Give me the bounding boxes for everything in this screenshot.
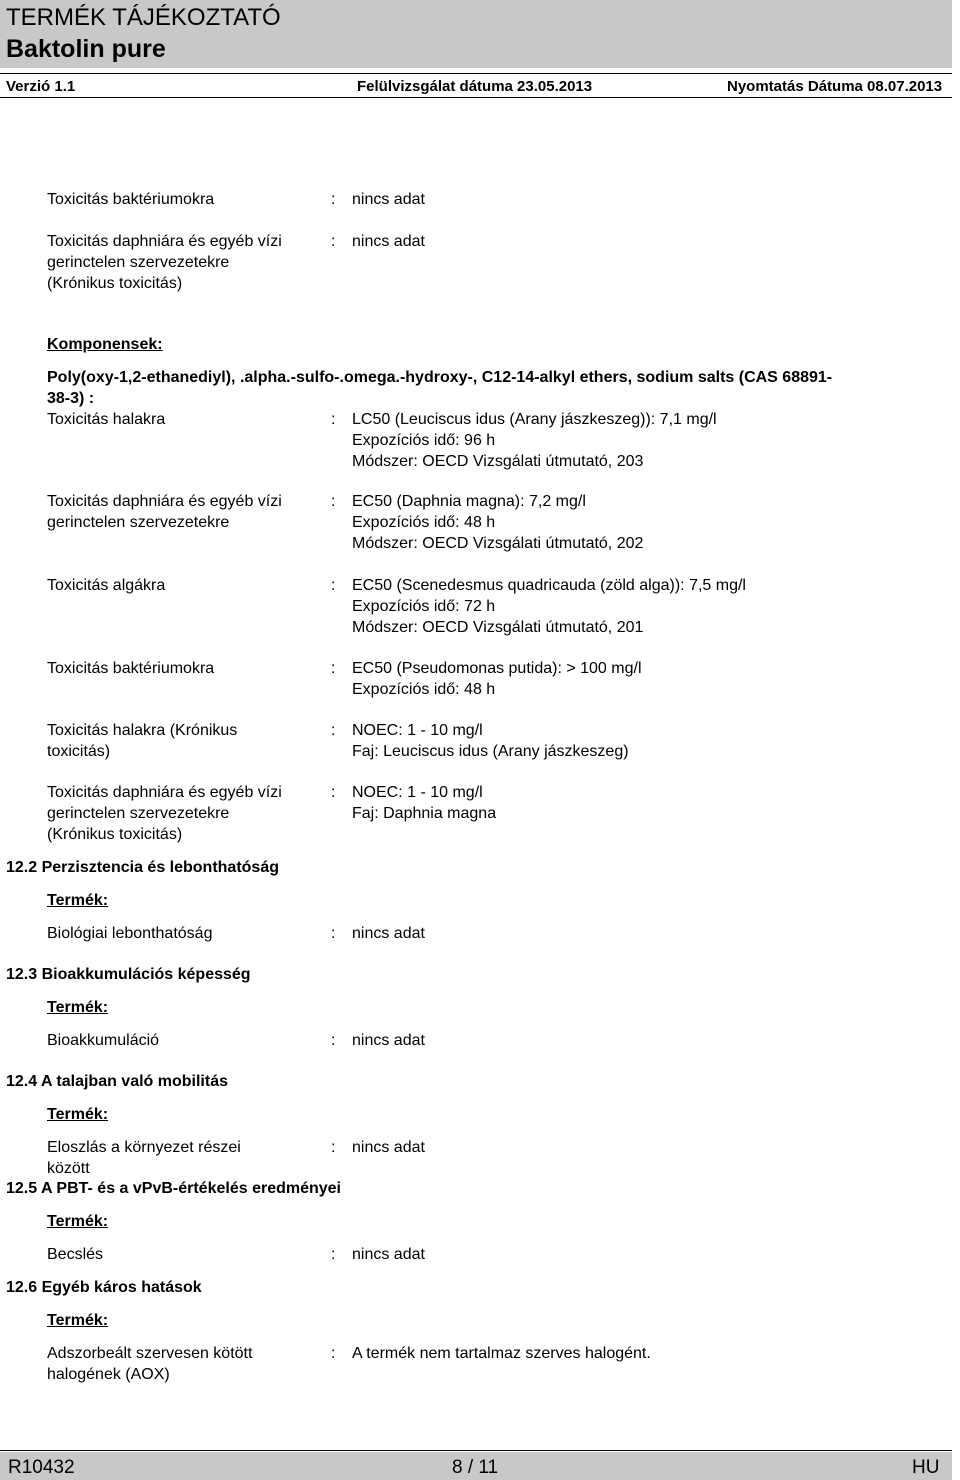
row-value [352, 720, 629, 762]
row-label: Toxicitás daphniára és egyéb vízi gerinctelen szervezetekre [47, 493, 282, 531]
row-colon: : [331, 411, 336, 428]
footer-rule [0, 1450, 952, 1451]
value-line: Módszer: OECD Vizsgálati útmutató, 202 [352, 535, 644, 552]
row-value: A termék nem tartalmaz szerves halogént. [352, 1345, 651, 1362]
value-line: Faj: Daphnia magna [352, 805, 497, 822]
row-colon: : [331, 577, 336, 594]
row-label: Toxicitás daphniára és egyéb vízi gerinctelen szervezetekre (Krónikus toxicitás) [47, 233, 282, 292]
section-title: 12.6 Egyéb káros hatások [6, 1279, 202, 1296]
row-label: Toxicitás algákra [47, 577, 166, 594]
header-rule-bottom [0, 97, 952, 98]
row-label: Bioakkumuláció [47, 1032, 160, 1049]
section-subheading: Termék: [47, 1106, 109, 1123]
row-label: Eloszlás a környezet részei között [47, 1139, 241, 1177]
row-colon: : [331, 1246, 336, 1263]
row-value: nincs adat [352, 925, 425, 942]
row-label: Toxicitás halakra [47, 411, 166, 428]
value-line: Módszer: OECD Vizsgálati útmutató, 201 [352, 619, 644, 636]
row-value: nincs adat [352, 1139, 425, 1156]
footer-lang: HU [912, 1457, 940, 1478]
row-label: Toxicitás halakra (Krónikus toxicitás) [47, 722, 238, 760]
row-colon: : [331, 1345, 336, 1362]
row-value [352, 231, 425, 252]
row-label: Biológiai lebonthatóság [47, 925, 213, 942]
revision-date: Felülvizsgálat dátuma 23.05.2013 [357, 78, 593, 95]
row-label: Toxicitás daphniára és egyéb vízi gerinctelen szervezetekre (Krónikus toxicitás) [47, 784, 282, 843]
value-line: EC50 (Daphnia magna): 7,2 mg/l [352, 493, 586, 510]
row-colon: : [331, 233, 336, 250]
section-title: 12.4 A talajban való mobilitás [6, 1073, 228, 1090]
product-name: Baktolin pure [6, 35, 166, 63]
row-label: Adszorbeált szervesen kötött halogének (AOX) [47, 1345, 253, 1383]
row-colon: : [331, 1139, 336, 1156]
value-line: EC50 (Scenedesmus quadricauda (zöld alga)): 7,5 mg/l [352, 577, 746, 594]
substance-name-cont: 38-3) : [47, 390, 95, 407]
row-value [352, 658, 642, 700]
version: Verzió 1.1 [6, 78, 76, 95]
row-value [352, 409, 717, 472]
row-colon: : [331, 191, 336, 208]
value-line: nincs adat [352, 233, 425, 250]
value-line: NOEC: 1 - 10 mg/l [352, 722, 483, 739]
print-date: Nyomtatás Dátuma 08.07.2013 [727, 78, 943, 95]
section-title: 12.2 Perzisztencia és lebonthatóság [6, 859, 279, 876]
footer-page: 8 / 11 [452, 1457, 499, 1478]
value-line: nincs adat [352, 191, 425, 208]
value-line: Expozíciós idő: 48 h [352, 681, 496, 698]
row-label: Toxicitás baktériumokra [47, 191, 215, 208]
value-line: Expozíciós idő: 96 h [352, 432, 496, 449]
value-line: Expozíciós idő: 72 h [352, 598, 496, 615]
row-colon: : [331, 493, 336, 510]
section-subheading: Termék: [47, 999, 109, 1016]
value-line: Módszer: OECD Vizsgálati útmutató, 203 [352, 453, 644, 470]
footer-code: R10432 [8, 1457, 75, 1478]
row-label: Becslés [47, 1246, 104, 1263]
section-subheading: Termék: [47, 892, 109, 909]
row-value [352, 575, 746, 638]
row-colon: : [331, 925, 336, 942]
row-value [352, 491, 643, 554]
section-subheading: Termék: [47, 1213, 109, 1230]
components-heading: Komponensek: [47, 336, 163, 353]
row-value [352, 189, 425, 210]
row-label: Toxicitás baktériumokra [47, 660, 215, 677]
value-line: EC50 (Pseudomonas putida): > 100 mg/l [352, 660, 642, 677]
row-colon: : [331, 784, 336, 801]
section-subheading: Termék: [47, 1312, 109, 1329]
row-value: nincs adat [352, 1246, 425, 1263]
value-line: Faj: Leuciscus idus (Arany jászkeszeg) [352, 743, 629, 760]
row-value [352, 782, 496, 824]
section-title: 12.3 Bioakkumulációs képesség [6, 966, 251, 983]
section-title: 12.5 A PBT- és a vPvB-értékelés eredményei [6, 1180, 341, 1197]
value-line: NOEC: 1 - 10 mg/l [352, 784, 483, 801]
header-rule [0, 73, 952, 74]
row-colon: : [331, 1032, 336, 1049]
value-line: LC50 (Leuciscus idus (Arany jászkeszeg)): 7,1 mg/l [352, 411, 717, 428]
substance-name: Poly(oxy-1,2-ethanediyl), .alpha.-sulfo-.omega.-hydroxy-, C12-14-alkyl ethers, sodium salts (CAS 68891- [47, 369, 833, 386]
value-line: Expozíciós idő: 48 h [352, 514, 496, 531]
row-value: nincs adat [352, 1032, 425, 1049]
document-type: TERMÉK TÁJÉKOZTATÓ [6, 4, 281, 31]
row-colon: : [331, 722, 336, 739]
row-colon: : [331, 660, 336, 677]
